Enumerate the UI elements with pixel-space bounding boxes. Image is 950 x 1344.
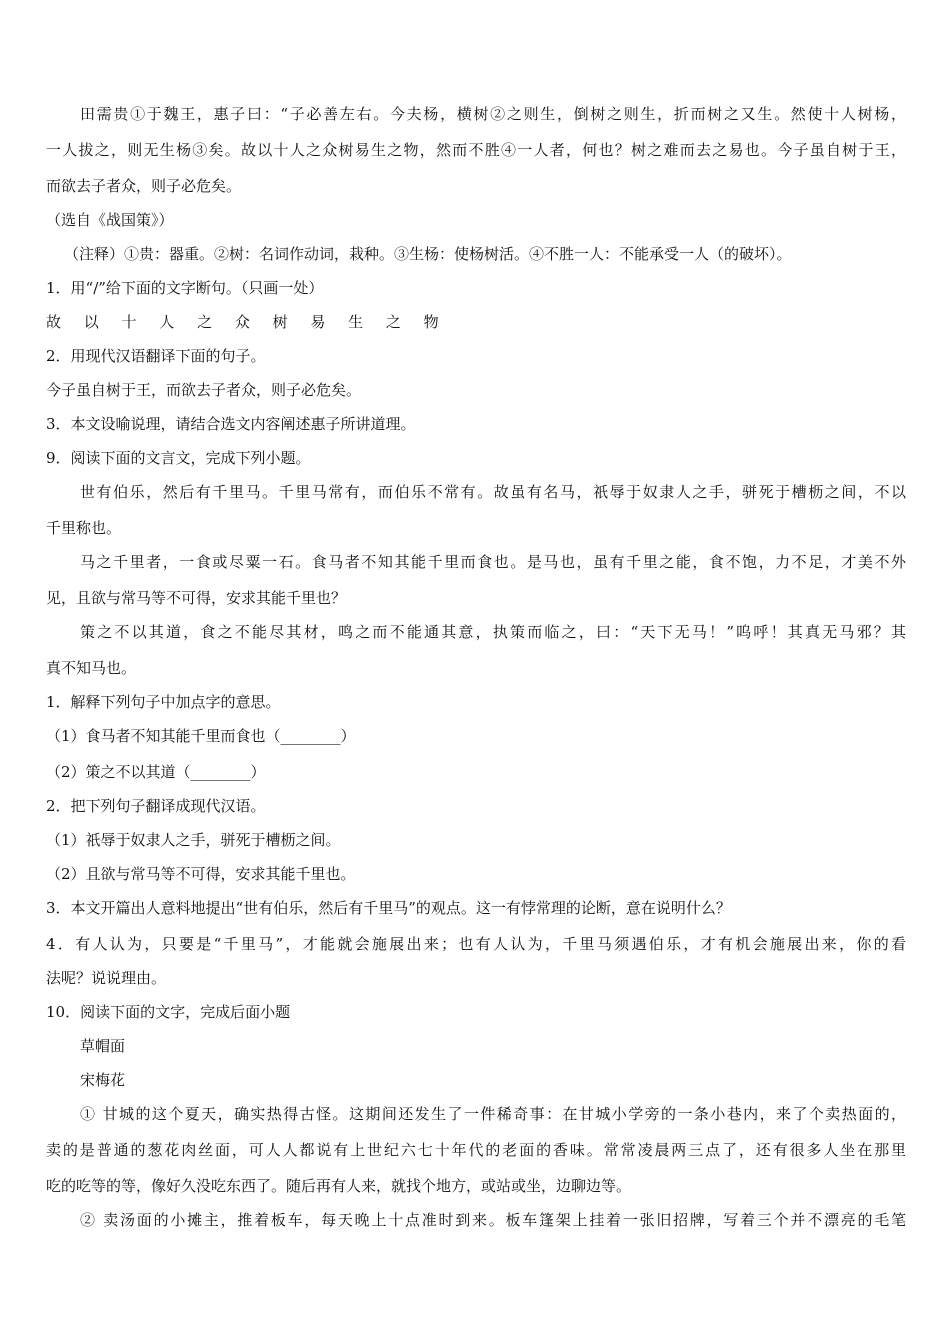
question-10-heading: 10．阅读下面的文字，完成后面小题 <box>46 1003 291 1021</box>
translation-sentence: 今子虽自树于王，而欲去子者众，则子必危矣。 <box>46 381 362 399</box>
question-1-1: 1．用“/”给下面的文字断句。（只画一处） <box>46 279 324 297</box>
question-1-3: 3．本文设喻说理，请结合选文内容阐述惠子所讲道理。 <box>46 415 416 433</box>
passage-1-line-2: 一人拔之，则无生杨③矣。故以十人之众树易生之物，然而不胜④一人者，何也？树之难而去之易也。今子虽自树于王， <box>46 141 906 159</box>
story-title: 草帽面 <box>80 1037 126 1055</box>
question-9-4-line-1: 4．有人认为，只要是“千里马”，才能就会施展出来；也有人认为，千里马须遇伯乐，才有机会施展出来，你的看 <box>46 935 906 953</box>
question-9-2-item-1: （1）祇辱于奴隶人之手，骈死于槽枥之间。 <box>46 831 341 849</box>
story-p1-line-2: 卖的是普通的葱花肉丝面，可人人都说有上世纪六七十年代的老面的香味。常常凌晨两三点了，还有很多人坐在那里 <box>46 1141 906 1159</box>
passage-2-p3-line-1: 策之不以其道，食之不能尽其材，鸣之而不能通其意，执策而临之，曰：“天下无马！”呜呼！其真无马邪？其 <box>80 623 906 641</box>
passage-2-p3-line-2: 真不知马也。 <box>46 659 137 677</box>
punctuation-exercise-text: 故 以 十 人 之 众 树 易 生 之 物 <box>46 313 448 331</box>
question-9-1: 1．解释下列句子中加点字的意思。 <box>46 693 281 711</box>
passage-2-p2-line-2: 见，且欲与常马等不可得，安求其能千里也？ <box>46 589 347 607</box>
passage-2-p2-line-1: 马之千里者，一食或尽粟一石。食马者不知其能千里而食也。是马也，虽有千里之能，食不饱，力不足，才美不外 <box>80 553 906 571</box>
question-9-2-item-2: （2）且欲与常马等不可得，安求其能千里也。 <box>46 865 356 883</box>
question-9-2: 2．把下列句子翻译成现代汉语。 <box>46 797 266 815</box>
passage-2-p1-line-1: 世有伯乐，然后有千里马。千里马常有，而伯乐不常有。故虽有名马，祇辱于奴隶人之手，骈死于槽枥之间，不以 <box>80 483 906 501</box>
passage-2-p1-line-2: 千里称也。 <box>46 519 122 537</box>
question-9-4-line-2: 法呢？说说理由。 <box>46 969 167 987</box>
annotation-notes: （注释）①贵：器重。②树：名词作动词，栽种。③生杨：使杨树活。④不胜一人：不能承受一人（的破坏）。 <box>64 245 792 263</box>
story-p1-line-3: 吃的吃等的等，像好久没吃东西了。随后再有人来，就找个地方，或站或坐，边聊边等。 <box>46 1177 632 1195</box>
source-citation: （选自《战国策》） <box>46 211 174 229</box>
question-9-1-item-1: （1）食马者不知其能千里而食也（________） <box>46 727 356 745</box>
question-1-2: 2．用现代汉语翻译下面的句子。 <box>46 347 266 365</box>
story-p2-line-1: ② 卖汤面的小摊主，推着板车，每天晚上十点准时到来。板车篷架上挂着一张旧招牌，写着三个并不漂亮的毛笔 <box>80 1211 906 1229</box>
passage-1-line-3: 而欲去子者众，则子必危矣。 <box>46 177 242 195</box>
question-9-heading: 9．阅读下面的文言文，完成下列小题。 <box>46 449 311 467</box>
question-9-1-item-2: （2）策之不以其道（________） <box>46 763 266 781</box>
question-9-3: 3．本文开篇出人意料地提出“世有伯乐，然后有千里马”的观点。这一有悖常理的论断，意在说明什么？ <box>46 899 731 917</box>
story-author: 宋梅花 <box>80 1071 126 1089</box>
story-p1-line-1: ① 甘城的这个夏天，确实热得古怪。这期间还发生了一件稀奇事：在甘城小学旁的一条小巷内，来了个卖热面的， <box>80 1105 906 1123</box>
passage-1-line-1: 田需贵①于魏王，惠子曰：“子必善左右。今夫杨，横树②之则生，倒树之则生，折而树之又生。然使十人树杨， <box>80 105 906 123</box>
